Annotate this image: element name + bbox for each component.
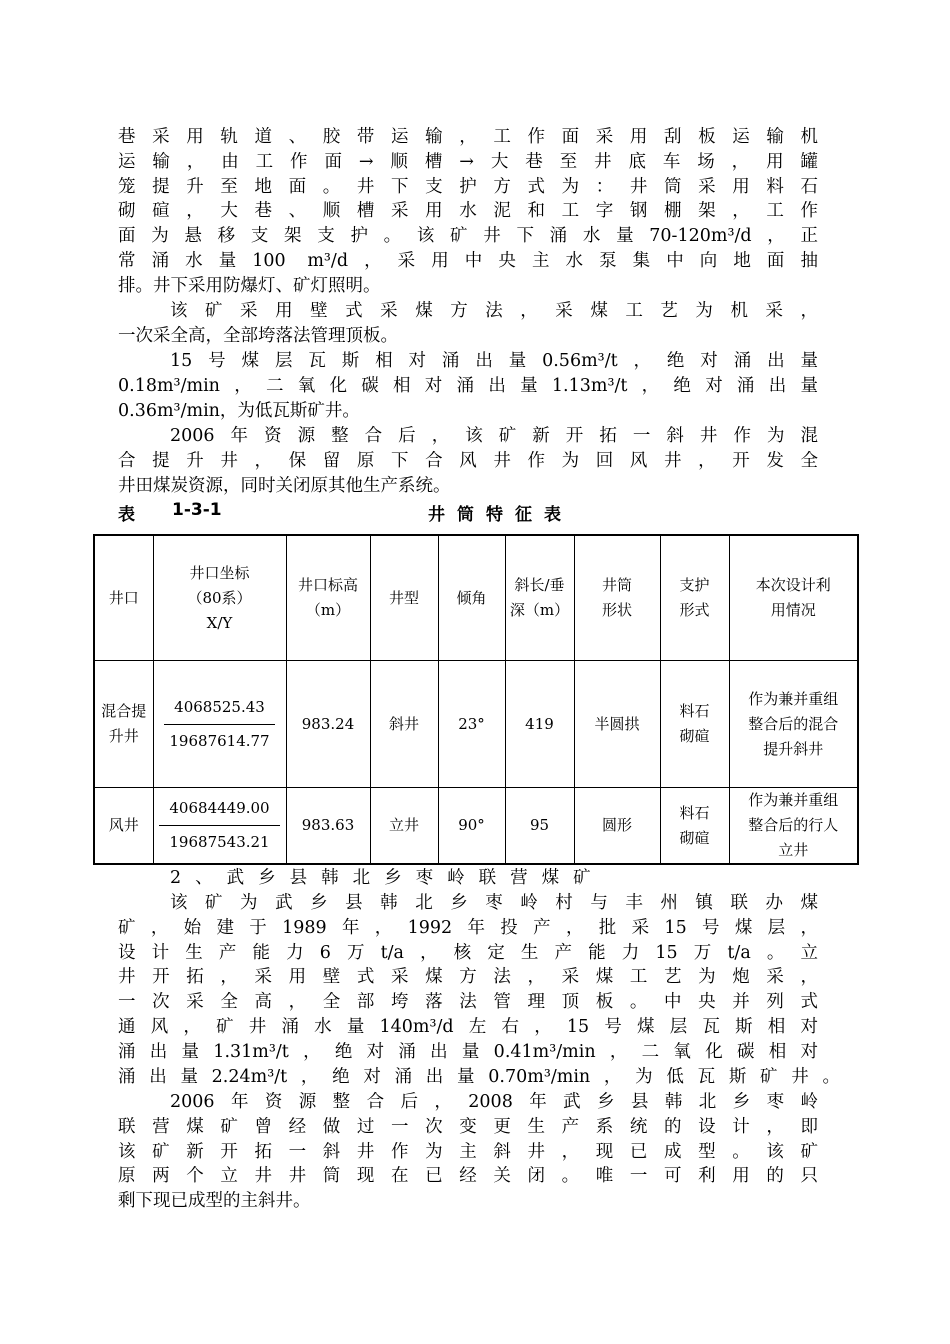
- text-line: 联营煤矿曾经做过一次变更生产系统的设计，即: [118, 1116, 818, 1137]
- paragraph-transport-support: [118, 125, 818, 299]
- text-line: 15号煤层瓦斯相对涌出量0.56m³/t，绝对涌出量: [170, 351, 818, 371]
- text-line: 涌出量2.24m³/t，绝对涌出量0.70m³/min，为低瓦斯矿井。: [118, 1066, 840, 1087]
- paragraph-mining-method: [118, 299, 818, 349]
- text-line: 合提升井，保留原下合风井作为回风井，开发全: [118, 450, 818, 471]
- table-header-row: [94, 535, 858, 661]
- paragraph-integration: [118, 424, 818, 498]
- table-row: [94, 661, 858, 788]
- cell-shape: 半圆拱: [574, 661, 660, 788]
- cell-type: 立井: [370, 788, 438, 865]
- header-elevation: 井口标高 （m）: [286, 535, 370, 661]
- text-line: 井田煤炭资源，同时关闭原其他生产系统。: [118, 475, 451, 496]
- cell-shaft-name: 混合提升井: [94, 661, 153, 788]
- paragraph-gas: [118, 349, 818, 423]
- cell-type: 斜井: [370, 661, 438, 788]
- text-line: 砌碹，大巷、顺槽采用水泥和工字钢棚架，工作: [118, 201, 818, 222]
- cell-elevation: 983.24: [286, 661, 370, 788]
- text-line: 涌出量1.31m³/t，绝对涌出量0.41m³/min，二氧化碳相对: [118, 1041, 818, 1062]
- coordinate-x: 40684449.00: [159, 796, 279, 826]
- text-line: 一次采全高，全部垮落法管理顶板。中央并列式: [118, 992, 818, 1013]
- text-line: 2006年资源整合后，该矿新开拓一斜井作为混: [170, 426, 818, 446]
- cell-length: 95: [505, 788, 574, 865]
- table-caption-title: 井筒特征表: [428, 505, 573, 525]
- header-shape: 井筒 形状: [574, 535, 660, 661]
- coordinate-x: 4068525.43: [164, 695, 275, 725]
- text-line: 常涌水量100 m³/d，采用中央主水泵集中向地面抽: [118, 250, 818, 271]
- cell-length: 419: [505, 661, 574, 788]
- cell-coordinates: [153, 788, 286, 865]
- cell-coordinates: [153, 661, 286, 788]
- text-line: 原两个立井井筒现在已经关闭。唯一可利用的只: [118, 1166, 818, 1187]
- text-line: 笼提升至地面。井下支护方式为：井筒采用料石: [118, 176, 818, 197]
- text-line: 面为悬移支架支护。该矿井下涌水量70-120m³/d，正: [118, 226, 818, 247]
- cell-elevation: 983.63: [286, 788, 370, 865]
- table-caption-number: 1-3-1: [172, 500, 222, 520]
- text-line: 0.18m³/min，二氧化碳相对涌出量1.13m³/t，绝对涌出量: [118, 375, 818, 396]
- table-row: [94, 788, 858, 865]
- cell-shape: 圆形: [574, 788, 660, 865]
- text-line: 一次采全高，全部垮落法管理顶板。: [118, 325, 398, 346]
- text-line: 设计生产能力6万t/a，核定生产能力15万t/a。立: [118, 942, 818, 963]
- cell-usage: 作为兼并重组整合后的行人立井: [729, 788, 858, 865]
- text-line: 该矿新开拓一斜井作为主斜井，现已成型。该矿: [118, 1141, 818, 1162]
- cell-shaft-name: 风井: [94, 788, 153, 865]
- text-line: 矿，始建于1989年，1992年投产，批采15号煤层，: [118, 917, 818, 938]
- text-line: 2006年资源整合后，2008年武乡县韩北乡枣岭: [170, 1092, 818, 1112]
- header-length: 斜长/垂深（m）: [505, 535, 574, 661]
- cell-support: 料石砌碹: [660, 788, 729, 865]
- paragraph-zaoling-mine: [118, 891, 840, 1089]
- text-line: 井开拓，采用壁式采煤方法，采煤工艺为炮采，: [118, 967, 818, 988]
- text-line: 该矿为武乡县韩北乡枣岭村与丰州镇联办煤: [170, 893, 818, 913]
- header-coordinates: 井口坐标 （80系） X/Y: [153, 535, 286, 661]
- header-usage: 本次设计利 用情况: [729, 535, 858, 661]
- table-caption: [118, 500, 858, 526]
- cell-angle: 90°: [438, 788, 505, 865]
- text-line: 0.36m³/min，为低瓦斯矿井。: [118, 400, 360, 421]
- section-title: 2、武乡县韩北乡枣岭联营煤矿: [170, 868, 605, 888]
- header-type: 井型: [370, 535, 438, 661]
- text-line: 该矿采用壁式采煤方法，采煤工艺为机采，: [170, 301, 818, 321]
- cell-angle: 23°: [438, 661, 505, 788]
- cell-usage: 作为兼并重组整合后的混合提升斜井: [729, 661, 858, 788]
- table-caption-label: 表: [118, 505, 135, 525]
- coordinate-y: 19687614.77: [169, 731, 270, 750]
- header-shaft: 井口: [94, 535, 153, 661]
- text-line: 剩下现已成型的主斜井。: [118, 1191, 311, 1212]
- text-line: 通风，矿井涌水量140m³/d左右，15号煤层瓦斯相对: [118, 1016, 818, 1037]
- coordinate-y: 19687543.21: [169, 833, 270, 851]
- paragraph-zaoling-integration: [118, 1090, 818, 1214]
- header-support: 支护 形式: [660, 535, 729, 661]
- text-line: 巷采用轨道、胶带运输，工作面采用刮板运输机: [118, 127, 818, 147]
- text-line: 排。井下采用防爆灯、矿灯照明。: [118, 275, 381, 296]
- cell-support: 料石砌碹: [660, 661, 729, 788]
- shaft-characteristics-table: [93, 534, 859, 865]
- text-line: 运输，由工作面→顺槽→大巷至井底车场，用罐: [118, 151, 818, 172]
- section-heading: [118, 866, 818, 891]
- header-angle: 倾角: [438, 535, 505, 661]
